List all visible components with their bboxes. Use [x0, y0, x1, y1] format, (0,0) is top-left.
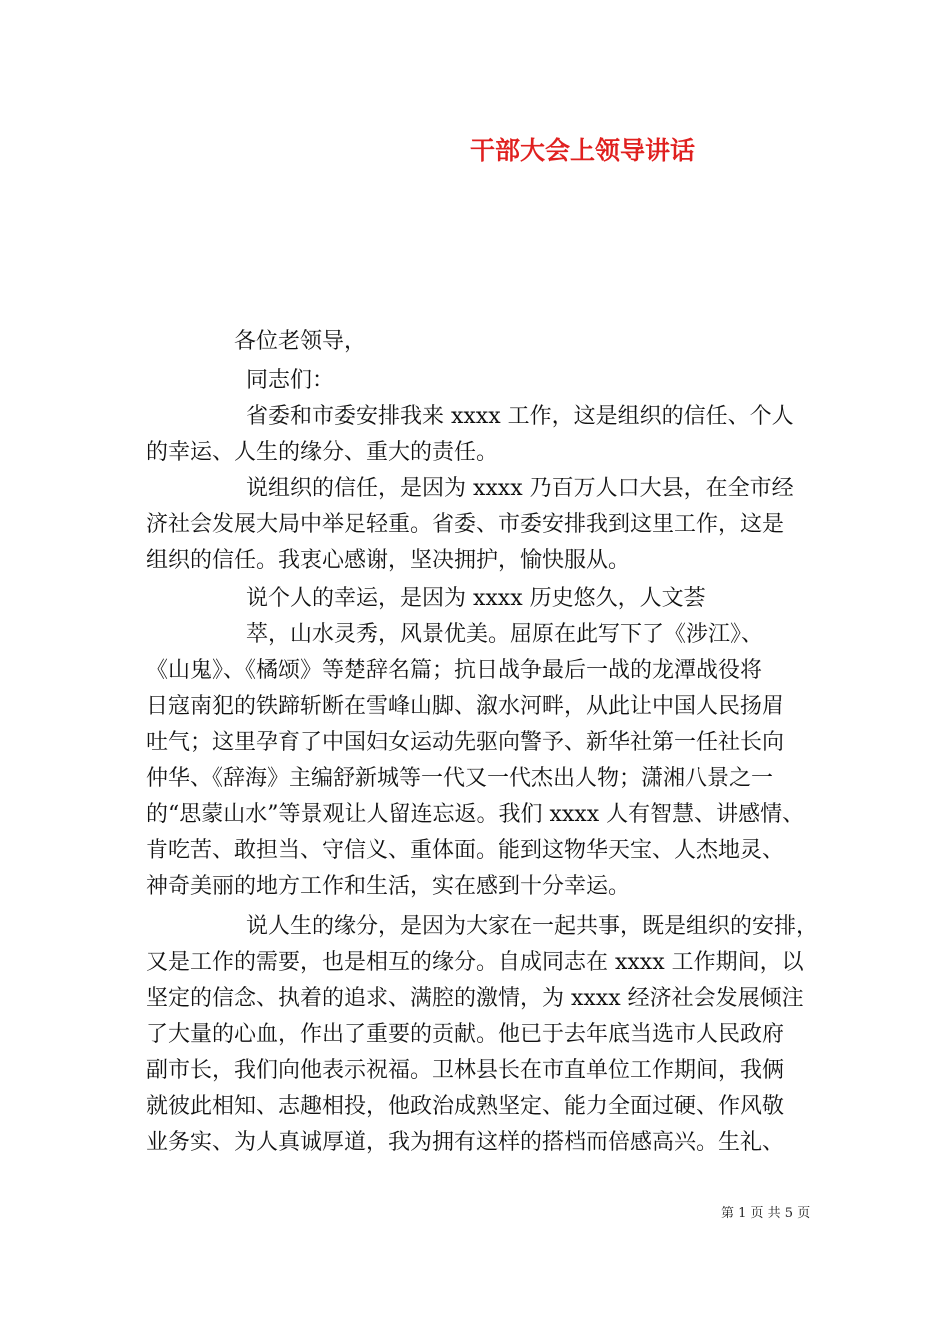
body-text-line: 《山鬼》、《橘颂》等楚辞名篇；抗日战争最后一战的龙潭战役将	[146, 658, 763, 683]
body-text-line: 组织的信任。我衷心感谢，坚决拥护，愉快服从。	[146, 548, 631, 573]
page-title: 干部大会上领导讲话	[470, 136, 696, 165]
body-text-line: 日寇南犯的铁蹄斩断在雪峰山脚、溆水河畔，从此让中国人民扬眉	[146, 694, 785, 719]
salutation-line: 同志们：	[246, 368, 335, 393]
body-text-line: 神奇美丽的地方工作和生活，实在感到十分幸运。	[146, 874, 631, 899]
body-text-line: 说组织的信任，是因为 xxxx 乃百万人口大县，在全市经	[246, 476, 794, 501]
body-text-line: 说个人的幸运，是因为 xxxx 历史悠久，人文荟	[246, 586, 706, 611]
body-text-line: 肯吃苦、敢担当、守信义、重体面。能到这物华天宝、人杰地灵、	[146, 838, 785, 863]
body-text-line: 的幸运、人生的缘分、重大的责任。	[146, 440, 499, 465]
body-text-line: 济社会发展大局中举足轻重。省委、市委安排我到这里工作，这是	[146, 512, 785, 537]
body-text-line: 仲华、《辞海》主编舒新城等一代又一代杰出人物；潇湘八景之一	[146, 766, 774, 791]
body-text-line: 又是工作的需要，也是相互的缘分。自成同志在 xxxx 工作期间，以	[146, 950, 804, 975]
body-text-line: 吐气；这里孕育了中国妇女运动先驱向警予、新华社第一任社长向	[146, 730, 785, 755]
body-text-line: 省委和市委安排我来 xxxx 工作，这是组织的信任、个人	[246, 404, 794, 429]
body-text-line: 萃，山水灵秀，风景优美。屈原在此写下了《涉江》、	[246, 622, 764, 647]
body-text-line: 了大量的心血，作出了重要的贡献。他已于去年底当选市人民政府	[146, 1022, 785, 1047]
salutation-line: 各位老领导，	[234, 329, 367, 354]
body-text-line: 坚定的信念、执着的追求、满腔的激情，为 xxxx 经济社会发展倾注	[146, 986, 804, 1011]
body-text-line: 就彼此相知、志趣相投，他政治成熟坚定、能力全面过硬、作风敬	[146, 1094, 785, 1119]
body-text-line: 的“思蒙山水”等景观让人留连忘返。我们 xxxx 人有智慧、讲感情、	[146, 802, 805, 827]
body-text-line: 副市长，我们向他表示祝福。卫林县长在市直单位工作期间，我俩	[146, 1058, 785, 1083]
page-number-indicator: 第 1 页 共 5 页	[721, 1206, 811, 1221]
body-text-line: 业务实、为人真诚厚道，我为拥有这样的搭档而倍感高兴。生礼、	[146, 1130, 785, 1155]
body-text-line: 说人生的缘分，是因为大家在一起共事，既是组织的安排，	[246, 914, 819, 939]
